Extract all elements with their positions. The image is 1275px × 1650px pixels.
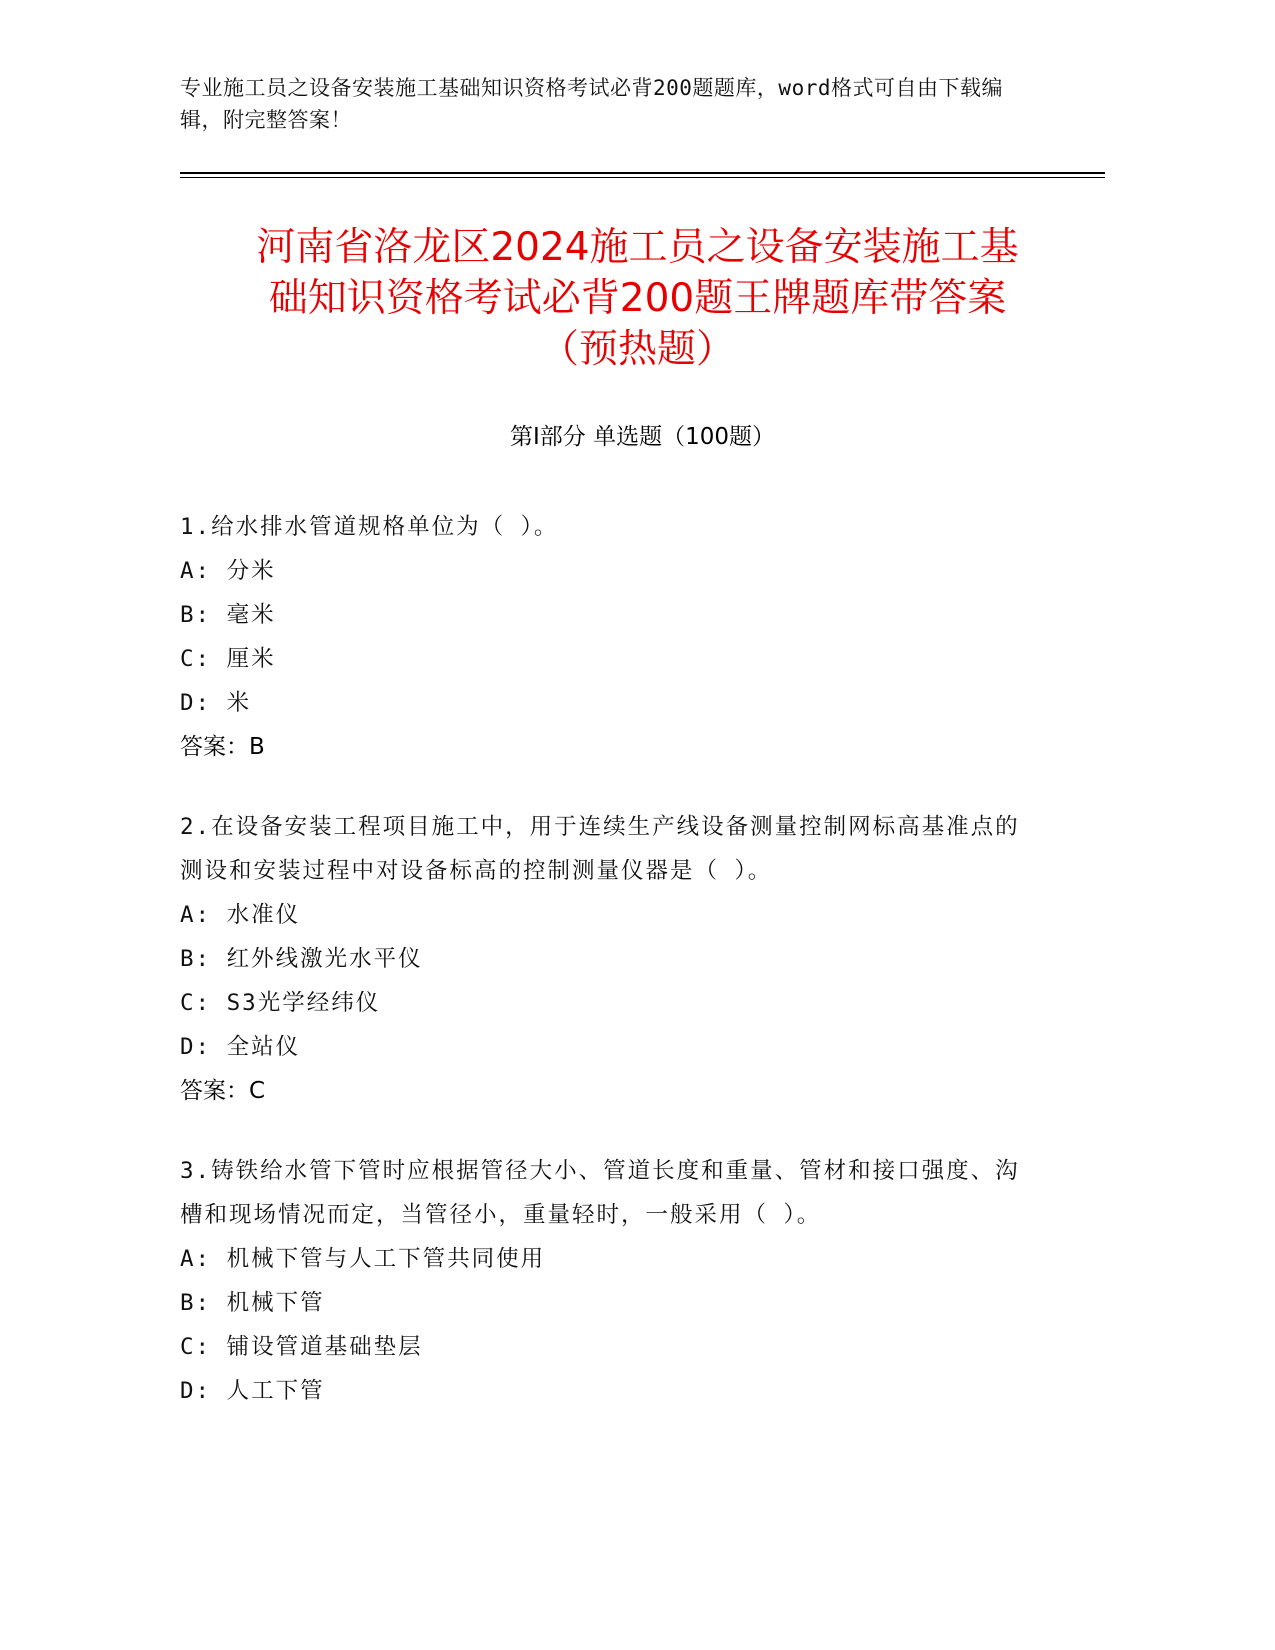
option-b: B: 机械下管 [180,1290,325,1316]
question-text: 3.铸铁给水管下管时应根据管径大小、管道长度和重量、管材和接口强度、沟槽和现场情况而定，当管径小，重量轻时，一般采用（ ）。 [180,1158,1020,1228]
title-line: （预热题） [539,327,735,372]
option-c: C: 铺设管道基础垫层 [180,1334,423,1360]
option-b: B: 红外线激光水平仪 [180,946,423,972]
answer-text: 答案：C [180,1078,266,1104]
header-divider-thin [180,177,1105,178]
header-divider-thick [180,172,1105,174]
option-c: C: S3光学经纬仪 [180,990,381,1016]
option-c: C: 厘米 [180,646,276,672]
answer-text: 答案：B [180,734,265,760]
option-d: D: 全站仪 [180,1034,301,1060]
header-note: 专业施工员之设备安装施工基础知识资格考试必背200题题库，word格式可自由下载编辑，附完整答案！ [180,76,1003,132]
question-item [180,505,1040,769]
question-list [180,505,1040,1449]
option-d: D: 米 [180,690,252,716]
option-a: A: 分米 [180,558,276,584]
question-text: 2.在设备安装工程项目施工中，用于连续生产线设备测量控制网标高基准点的测设和安装过程中对设备标高的控制测量仪器是（ ）。 [180,814,1020,884]
question-text: 1.给水排水管道规格单位为（ ）。 [180,514,559,540]
title-line: 础知识资格考试必背200题王牌题库带答案 [268,276,1007,321]
option-a: A: 水准仪 [180,902,301,928]
option-d: D: 人工下管 [180,1378,325,1404]
question-item [180,1149,1040,1413]
option-b: B: 毫米 [180,602,276,628]
option-a: A: 机械下管与人工下管共同使用 [180,1246,546,1272]
title-line: 河南省洛龙区2024施工员之设备安装施工基 [256,225,1019,270]
document-title [150,222,1125,375]
section-heading: 第Ⅰ部分 单选题（100题） [510,424,775,450]
question-item [180,805,1040,1113]
